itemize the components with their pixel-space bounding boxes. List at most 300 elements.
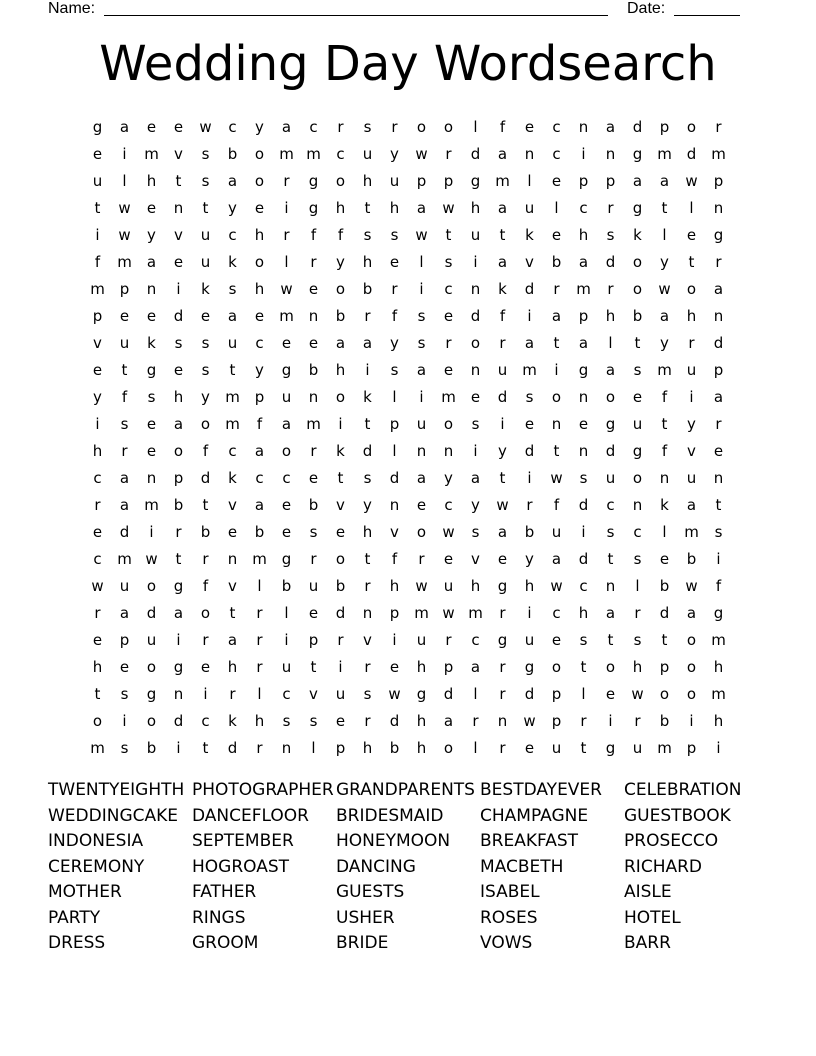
- grid-letter[interactable]: a: [416, 360, 427, 379]
- grid-letter[interactable]: f: [715, 576, 722, 595]
- grid-letter[interactable]: w: [550, 468, 563, 487]
- grid-letter[interactable]: h: [173, 387, 184, 406]
- grid-letter[interactable]: c: [633, 522, 642, 541]
- grid-letter[interactable]: r: [553, 279, 560, 298]
- grid-letter[interactable]: l: [473, 117, 478, 136]
- grid-letter[interactable]: r: [445, 333, 452, 352]
- grid-letter[interactable]: c: [444, 495, 453, 514]
- grid-letter[interactable]: p: [659, 657, 670, 676]
- grid-letter[interactable]: a: [227, 171, 238, 190]
- grid-letter[interactable]: v: [390, 522, 399, 541]
- grid-letter[interactable]: m: [414, 603, 429, 622]
- grid-letter[interactable]: m: [657, 144, 672, 163]
- grid-letter[interactable]: r: [499, 657, 506, 676]
- grid-letter[interactable]: t: [364, 414, 371, 433]
- grid-letter[interactable]: t: [175, 171, 182, 190]
- grid-letter[interactable]: a: [173, 414, 184, 433]
- grid-letter[interactable]: o: [686, 657, 697, 676]
- grid-letter[interactable]: n: [578, 117, 589, 136]
- grid-letter[interactable]: l: [635, 576, 640, 595]
- grid-letter[interactable]: s: [714, 522, 723, 541]
- grid-letter[interactable]: g: [470, 171, 481, 190]
- grid-letter[interactable]: b: [551, 252, 562, 271]
- grid-letter[interactable]: u: [416, 414, 427, 433]
- grid-letter[interactable]: e: [443, 306, 454, 325]
- grid-letter[interactable]: u: [389, 171, 400, 190]
- grid-letter[interactable]: s: [390, 360, 399, 379]
- grid-letter[interactable]: p: [551, 711, 562, 730]
- grid-letter[interactable]: m: [468, 603, 483, 622]
- grid-letter[interactable]: v: [471, 549, 480, 568]
- grid-letter[interactable]: c: [255, 468, 264, 487]
- grid-letter[interactable]: n: [308, 306, 319, 325]
- grid-letter[interactable]: r: [607, 279, 614, 298]
- grid-letter[interactable]: i: [419, 387, 424, 406]
- grid-letter[interactable]: s: [633, 630, 642, 649]
- grid-letter[interactable]: o: [686, 279, 697, 298]
- grid-letter[interactable]: b: [362, 279, 373, 298]
- grid-letter[interactable]: s: [147, 387, 156, 406]
- grid-letter[interactable]: e: [173, 252, 184, 271]
- grid-letter[interactable]: o: [659, 684, 670, 703]
- grid-letter[interactable]: r: [310, 441, 317, 460]
- grid-letter[interactable]: m: [90, 279, 105, 298]
- grid-letter[interactable]: y: [525, 549, 534, 568]
- grid-letter[interactable]: i: [716, 738, 721, 757]
- grid-letter[interactable]: g: [308, 198, 319, 217]
- grid-letter[interactable]: s: [633, 549, 642, 568]
- grid-letter[interactable]: e: [146, 306, 157, 325]
- grid-letter[interactable]: i: [365, 360, 370, 379]
- grid-letter[interactable]: o: [254, 171, 265, 190]
- grid-letter[interactable]: u: [632, 738, 643, 757]
- grid-letter[interactable]: o: [605, 657, 616, 676]
- grid-letter[interactable]: l: [257, 576, 262, 595]
- grid-letter[interactable]: h: [605, 306, 616, 325]
- grid-letter[interactable]: a: [119, 117, 130, 136]
- grid-letter[interactable]: b: [335, 576, 346, 595]
- grid-letter[interactable]: s: [579, 468, 588, 487]
- grid-letter[interactable]: c: [309, 117, 318, 136]
- grid-letter[interactable]: u: [92, 171, 103, 190]
- grid-letter[interactable]: v: [309, 684, 318, 703]
- grid-letter[interactable]: s: [363, 684, 372, 703]
- grid-letter[interactable]: e: [92, 144, 103, 163]
- grid-letter[interactable]: o: [416, 117, 427, 136]
- grid-letter[interactable]: d: [713, 333, 724, 352]
- grid-letter[interactable]: h: [686, 306, 697, 325]
- grid-letter[interactable]: a: [119, 495, 130, 514]
- grid-letter[interactable]: i: [203, 684, 208, 703]
- grid-letter[interactable]: s: [417, 306, 426, 325]
- grid-letter[interactable]: o: [335, 387, 346, 406]
- grid-letter[interactable]: r: [175, 522, 182, 541]
- grid-letter[interactable]: p: [416, 171, 427, 190]
- grid-letter[interactable]: g: [605, 738, 616, 757]
- grid-letter[interactable]: r: [121, 441, 128, 460]
- grid-letter[interactable]: u: [308, 576, 319, 595]
- grid-letter[interactable]: d: [173, 306, 184, 325]
- grid-letter[interactable]: s: [471, 414, 480, 433]
- grid-letter[interactable]: b: [659, 576, 670, 595]
- grid-letter[interactable]: f: [499, 306, 506, 325]
- grid-letter[interactable]: e: [92, 522, 103, 541]
- grid-letter[interactable]: n: [713, 198, 724, 217]
- grid-letter[interactable]: g: [416, 684, 427, 703]
- grid-letter[interactable]: e: [551, 225, 562, 244]
- grid-letter[interactable]: o: [92, 711, 103, 730]
- grid-letter[interactable]: e: [524, 738, 535, 757]
- grid-letter[interactable]: f: [661, 387, 668, 406]
- grid-letter[interactable]: n: [281, 738, 292, 757]
- name-blank-line[interactable]: [104, 15, 608, 16]
- grid-letter[interactable]: k: [228, 711, 237, 730]
- grid-letter[interactable]: e: [632, 387, 643, 406]
- grid-letter[interactable]: v: [687, 441, 696, 460]
- grid-letter[interactable]: r: [364, 711, 371, 730]
- grid-letter[interactable]: g: [713, 225, 724, 244]
- grid-letter[interactable]: m: [522, 360, 537, 379]
- grid-letter[interactable]: n: [605, 144, 616, 163]
- grid-letter[interactable]: i: [581, 144, 586, 163]
- grid-letter[interactable]: u: [281, 657, 292, 676]
- grid-letter[interactable]: s: [228, 279, 237, 298]
- grid-letter[interactable]: a: [713, 279, 724, 298]
- grid-letter[interactable]: m: [144, 495, 159, 514]
- grid-letter[interactable]: p: [686, 738, 697, 757]
- grid-letter[interactable]: d: [578, 549, 589, 568]
- grid-letter[interactable]: m: [279, 306, 294, 325]
- grid-letter[interactable]: a: [605, 117, 616, 136]
- grid-letter[interactable]: g: [632, 198, 643, 217]
- grid-letter[interactable]: m: [252, 549, 267, 568]
- grid-letter[interactable]: y: [228, 198, 237, 217]
- grid-letter[interactable]: o: [632, 468, 643, 487]
- grid-letter[interactable]: h: [146, 171, 157, 190]
- grid-letter[interactable]: u: [335, 684, 346, 703]
- grid-letter[interactable]: s: [633, 360, 642, 379]
- grid-letter[interactable]: l: [581, 684, 586, 703]
- grid-letter[interactable]: w: [118, 225, 131, 244]
- grid-letter[interactable]: d: [173, 711, 184, 730]
- grid-letter[interactable]: g: [497, 630, 508, 649]
- grid-letter[interactable]: m: [306, 414, 321, 433]
- grid-letter[interactable]: a: [281, 414, 292, 433]
- grid-letter[interactable]: e: [308, 468, 319, 487]
- grid-letter[interactable]: o: [551, 387, 562, 406]
- grid-letter[interactable]: a: [416, 468, 427, 487]
- grid-letter[interactable]: u: [524, 630, 535, 649]
- grid-letter[interactable]: i: [95, 414, 100, 433]
- grid-letter[interactable]: s: [579, 630, 588, 649]
- grid-letter[interactable]: h: [389, 198, 400, 217]
- grid-letter[interactable]: f: [337, 225, 344, 244]
- grid-letter[interactable]: e: [92, 630, 103, 649]
- grid-letter[interactable]: u: [227, 333, 238, 352]
- grid-letter[interactable]: s: [471, 522, 480, 541]
- grid-letter[interactable]: s: [444, 252, 453, 271]
- grid-letter[interactable]: g: [173, 657, 184, 676]
- grid-letter[interactable]: b: [173, 495, 184, 514]
- grid-letter[interactable]: d: [659, 603, 670, 622]
- grid-letter[interactable]: h: [362, 252, 373, 271]
- grid-letter[interactable]: f: [121, 387, 128, 406]
- grid-letter[interactable]: h: [254, 711, 265, 730]
- grid-letter[interactable]: k: [147, 333, 156, 352]
- grid-letter[interactable]: m: [306, 144, 321, 163]
- grid-letter[interactable]: b: [308, 495, 319, 514]
- grid-letter[interactable]: a: [686, 495, 697, 514]
- grid-letter[interactable]: e: [146, 441, 157, 460]
- grid-letter[interactable]: s: [417, 333, 426, 352]
- grid-letter[interactable]: h: [470, 198, 481, 217]
- grid-letter[interactable]: k: [228, 468, 237, 487]
- grid-letter[interactable]: d: [524, 684, 535, 703]
- grid-letter[interactable]: t: [499, 468, 506, 487]
- grid-letter[interactable]: o: [551, 657, 562, 676]
- grid-letter[interactable]: d: [146, 603, 157, 622]
- grid-letter[interactable]: p: [389, 414, 400, 433]
- grid-letter[interactable]: d: [335, 603, 346, 622]
- grid-letter[interactable]: b: [254, 522, 265, 541]
- grid-letter[interactable]: i: [500, 414, 505, 433]
- grid-letter[interactable]: e: [119, 657, 130, 676]
- grid-letter[interactable]: w: [388, 684, 401, 703]
- grid-letter[interactable]: k: [201, 279, 210, 298]
- grid-letter[interactable]: o: [146, 657, 157, 676]
- grid-letter[interactable]: f: [391, 306, 398, 325]
- grid-letter[interactable]: u: [605, 468, 616, 487]
- grid-letter[interactable]: r: [499, 684, 506, 703]
- grid-letter[interactable]: t: [553, 333, 560, 352]
- grid-letter[interactable]: a: [497, 522, 508, 541]
- grid-letter[interactable]: w: [631, 684, 644, 703]
- grid-letter[interactable]: n: [416, 441, 427, 460]
- grid-letter[interactable]: e: [551, 171, 562, 190]
- grid-letter[interactable]: t: [229, 360, 236, 379]
- grid-letter[interactable]: m: [657, 360, 672, 379]
- grid-letter[interactable]: c: [579, 198, 588, 217]
- grid-letter[interactable]: t: [229, 603, 236, 622]
- grid-letter[interactable]: i: [608, 711, 613, 730]
- grid-letter[interactable]: d: [605, 441, 616, 460]
- grid-letter[interactable]: u: [416, 630, 427, 649]
- grid-letter[interactable]: c: [93, 468, 102, 487]
- grid-letter[interactable]: e: [308, 333, 319, 352]
- grid-letter[interactable]: p: [578, 171, 589, 190]
- grid-letter[interactable]: p: [443, 657, 454, 676]
- grid-letter[interactable]: h: [578, 603, 589, 622]
- grid-letter[interactable]: t: [499, 225, 506, 244]
- grid-letter[interactable]: i: [284, 630, 289, 649]
- grid-letter[interactable]: v: [174, 225, 183, 244]
- grid-letter[interactable]: o: [281, 441, 292, 460]
- grid-letter[interactable]: y: [93, 387, 102, 406]
- grid-letter[interactable]: w: [685, 576, 698, 595]
- grid-letter[interactable]: p: [713, 360, 724, 379]
- grid-letter[interactable]: r: [364, 306, 371, 325]
- grid-letter[interactable]: r: [499, 603, 506, 622]
- grid-letter[interactable]: m: [711, 684, 726, 703]
- grid-letter[interactable]: r: [391, 279, 398, 298]
- grid-letter[interactable]: i: [716, 549, 721, 568]
- grid-letter[interactable]: w: [523, 711, 536, 730]
- grid-letter[interactable]: n: [146, 468, 157, 487]
- grid-letter[interactable]: h: [362, 738, 373, 757]
- grid-letter[interactable]: h: [335, 360, 346, 379]
- grid-letter[interactable]: e: [389, 657, 400, 676]
- grid-letter[interactable]: e: [416, 495, 427, 514]
- grid-letter[interactable]: y: [336, 252, 345, 271]
- grid-letter[interactable]: s: [309, 522, 318, 541]
- grid-letter[interactable]: a: [686, 603, 697, 622]
- grid-letter[interactable]: r: [283, 171, 290, 190]
- grid-letter[interactable]: s: [363, 225, 372, 244]
- grid-letter[interactable]: y: [660, 252, 669, 271]
- grid-letter[interactable]: m: [225, 414, 240, 433]
- grid-letter[interactable]: d: [443, 684, 454, 703]
- grid-letter[interactable]: t: [661, 630, 668, 649]
- grid-letter[interactable]: p: [578, 306, 589, 325]
- grid-letter[interactable]: p: [92, 306, 103, 325]
- grid-letter[interactable]: t: [202, 738, 209, 757]
- grid-letter[interactable]: o: [146, 711, 157, 730]
- grid-letter[interactable]: a: [470, 657, 481, 676]
- grid-letter[interactable]: u: [632, 414, 643, 433]
- grid-letter[interactable]: a: [497, 198, 508, 217]
- grid-letter[interactable]: m: [117, 252, 132, 271]
- grid-letter[interactable]: a: [578, 252, 589, 271]
- grid-letter[interactable]: a: [119, 468, 130, 487]
- grid-letter[interactable]: c: [228, 441, 237, 460]
- grid-letter[interactable]: c: [552, 144, 561, 163]
- grid-letter[interactable]: e: [281, 495, 292, 514]
- grid-letter[interactable]: n: [227, 549, 238, 568]
- grid-letter[interactable]: h: [254, 279, 265, 298]
- grid-letter[interactable]: u: [119, 333, 130, 352]
- grid-letter[interactable]: h: [578, 225, 589, 244]
- grid-letter[interactable]: c: [471, 630, 480, 649]
- grid-letter[interactable]: r: [688, 333, 695, 352]
- grid-letter[interactable]: w: [550, 576, 563, 595]
- grid-letter[interactable]: r: [634, 603, 641, 622]
- grid-letter[interactable]: t: [310, 657, 317, 676]
- grid-letter[interactable]: d: [470, 144, 481, 163]
- grid-letter[interactable]: a: [254, 441, 265, 460]
- grid-letter[interactable]: b: [686, 549, 697, 568]
- grid-letter[interactable]: s: [606, 225, 615, 244]
- grid-letter[interactable]: c: [255, 333, 264, 352]
- grid-letter[interactable]: v: [525, 252, 534, 271]
- grid-letter[interactable]: g: [281, 360, 292, 379]
- grid-letter[interactable]: h: [470, 576, 481, 595]
- grid-letter[interactable]: k: [633, 225, 642, 244]
- grid-letter[interactable]: f: [499, 117, 506, 136]
- grid-letter[interactable]: a: [281, 117, 292, 136]
- grid-letter[interactable]: b: [227, 144, 238, 163]
- grid-letter[interactable]: s: [120, 684, 129, 703]
- grid-letter[interactable]: e: [281, 522, 292, 541]
- grid-letter[interactable]: o: [335, 279, 346, 298]
- grid-letter[interactable]: h: [524, 576, 535, 595]
- grid-letter[interactable]: b: [335, 306, 346, 325]
- grid-letter[interactable]: p: [443, 171, 454, 190]
- grid-letter[interactable]: e: [335, 711, 346, 730]
- grid-letter[interactable]: l: [122, 171, 127, 190]
- grid-letter[interactable]: v: [336, 495, 345, 514]
- grid-letter[interactable]: o: [200, 603, 211, 622]
- grid-letter[interactable]: m: [90, 738, 105, 757]
- grid-letter[interactable]: o: [335, 171, 346, 190]
- grid-letter[interactable]: a: [497, 252, 508, 271]
- grid-letter[interactable]: e: [713, 441, 724, 460]
- grid-letter[interactable]: s: [363, 468, 372, 487]
- grid-letter[interactable]: e: [173, 117, 184, 136]
- grid-letter[interactable]: m: [279, 144, 294, 163]
- grid-letter[interactable]: m: [711, 144, 726, 163]
- grid-letter[interactable]: l: [392, 441, 397, 460]
- grid-letter[interactable]: n: [632, 495, 643, 514]
- grid-letter[interactable]: c: [336, 144, 345, 163]
- grid-letter[interactable]: h: [416, 711, 427, 730]
- grid-letter[interactable]: e: [173, 360, 184, 379]
- grid-letter[interactable]: f: [202, 441, 209, 460]
- grid-letter[interactable]: d: [362, 441, 373, 460]
- grid-letter[interactable]: h: [389, 576, 400, 595]
- grid-letter[interactable]: m: [441, 387, 456, 406]
- grid-letter[interactable]: n: [713, 468, 724, 487]
- grid-letter[interactable]: n: [389, 495, 400, 514]
- grid-letter[interactable]: o: [335, 549, 346, 568]
- grid-letter[interactable]: n: [713, 306, 724, 325]
- grid-letter[interactable]: a: [524, 333, 535, 352]
- grid-letter[interactable]: b: [281, 576, 292, 595]
- grid-letter[interactable]: r: [256, 603, 263, 622]
- grid-letter[interactable]: l: [662, 225, 667, 244]
- grid-letter[interactable]: e: [524, 117, 535, 136]
- grid-letter[interactable]: e: [659, 549, 670, 568]
- grid-letter[interactable]: i: [338, 657, 343, 676]
- grid-letter[interactable]: l: [689, 198, 694, 217]
- grid-letter[interactable]: e: [146, 414, 157, 433]
- grid-letter[interactable]: i: [527, 603, 532, 622]
- grid-letter[interactable]: r: [202, 630, 209, 649]
- grid-letter[interactable]: i: [176, 630, 181, 649]
- grid-letter[interactable]: t: [121, 360, 128, 379]
- grid-letter[interactable]: s: [120, 414, 129, 433]
- grid-letter[interactable]: s: [363, 117, 372, 136]
- grid-letter[interactable]: l: [257, 684, 262, 703]
- grid-letter[interactable]: y: [201, 387, 210, 406]
- grid-letter[interactable]: a: [605, 360, 616, 379]
- grid-letter[interactable]: n: [146, 279, 157, 298]
- grid-letter[interactable]: c: [282, 468, 291, 487]
- grid-letter[interactable]: t: [580, 738, 587, 757]
- grid-letter[interactable]: p: [173, 468, 184, 487]
- grid-letter[interactable]: r: [256, 657, 263, 676]
- grid-letter[interactable]: t: [202, 495, 209, 514]
- grid-letter[interactable]: d: [605, 252, 616, 271]
- grid-letter[interactable]: i: [527, 468, 532, 487]
- grid-letter[interactable]: o: [443, 117, 454, 136]
- grid-letter[interactable]: t: [337, 468, 344, 487]
- grid-letter[interactable]: i: [473, 252, 478, 271]
- grid-letter[interactable]: h: [713, 711, 724, 730]
- grid-letter[interactable]: e: [119, 306, 130, 325]
- grid-letter[interactable]: o: [470, 333, 481, 352]
- grid-letter[interactable]: l: [662, 522, 667, 541]
- grid-letter[interactable]: p: [335, 738, 346, 757]
